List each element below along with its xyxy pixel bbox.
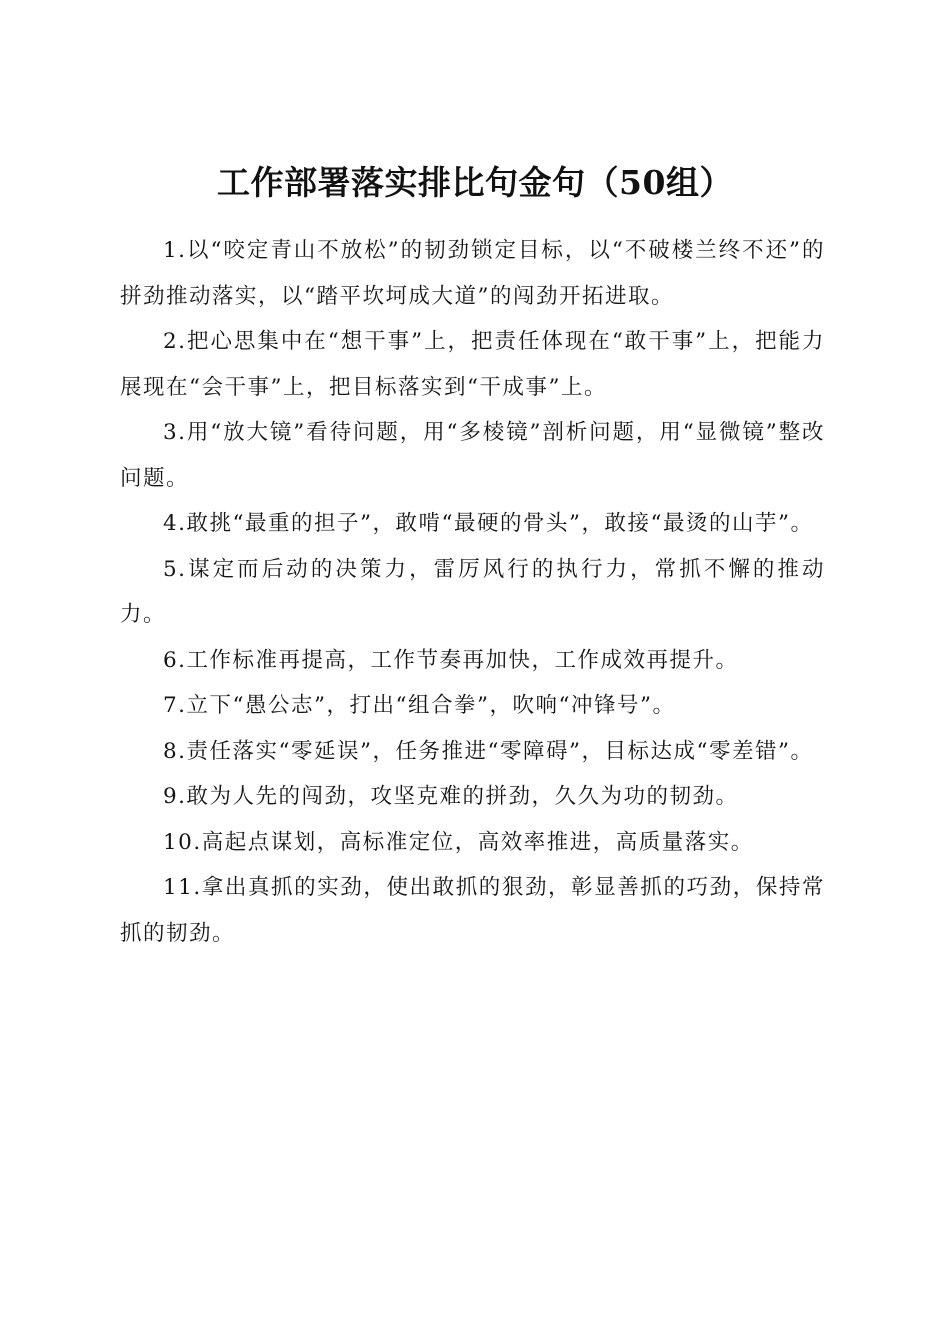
document-title: 工作部署落实排比句金句（50组） (217, 163, 733, 203)
paragraph-8: 8.责任落实“零延误”，任务推进“零障碍”，目标达成“零差错”。 (163, 738, 814, 764)
paragraph-4: 4.敢挑“最重的担子”，敢啃“最硬的骨头”，敢接“最烫的山芋”。 (163, 511, 814, 536)
paragraph-3: 3.用“放大镜”看待问题，用“多棱镜”剖析问题，用“显微镜”整改问题。 (120, 420, 825, 491)
document-body (120, 228, 825, 956)
paragraph-9: 9.敢为人先的闯劲，攻坚克难的拼劲，久久为功的韧劲。 (163, 784, 739, 809)
paragraph-5: 5.谋定而后动的决策力，雷厉风行的执行力，常抓不懈的推动力。 (120, 556, 825, 627)
paragraph-10: 10.高起点谋划，高标准定位，高效率推进，高质量落实。 (163, 829, 754, 855)
paragraph-6: 6.工作标准再提高，工作节奏再加快，工作成效再提升。 (163, 647, 739, 673)
paragraph-11: 11.拿出真抓的实劲，使出敢抓的狠劲，彰显善抓的巧劲，保持常抓的韧劲。 (120, 875, 825, 946)
paragraph-2: 2.把心思集中在“想干事”上，把责任体现在“敢干事”上，把能力展现在“会干事”上，把目标落实到“干成事”上。 (120, 329, 825, 400)
paragraph-7: 7.立下“愚公志”，打出“组合拳”，吹响“冲锋号”。 (163, 693, 676, 718)
paragraph-1: 1.以“咬定青山不放松”的韧劲锁定目标，以“不破楼兰终不还”的拼劲推动落实，以“踏平坎坷成大道”的闯劲开拓进取。 (120, 238, 825, 309)
